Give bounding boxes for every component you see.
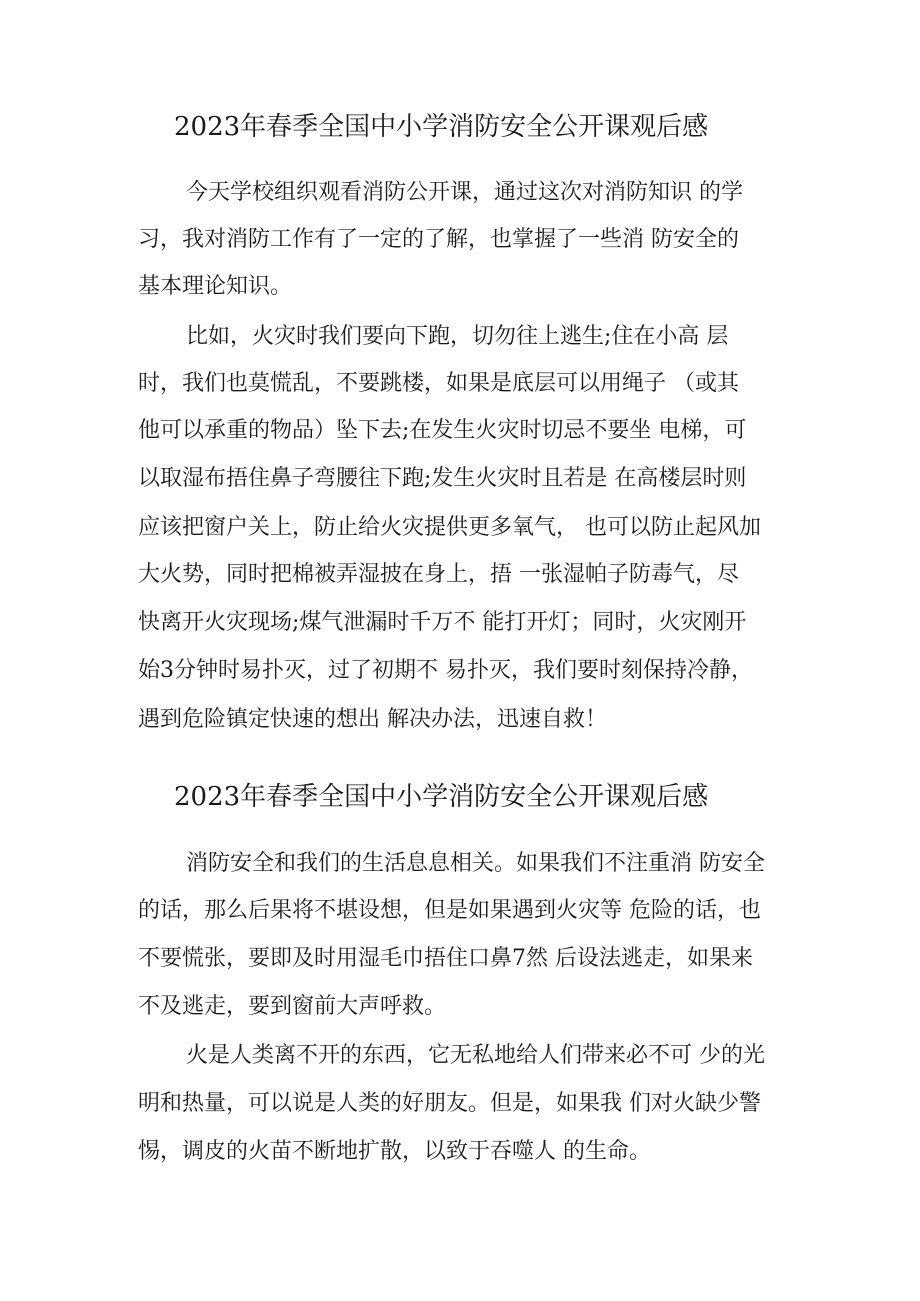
paragraph-line: 遇到危险镇定快速的想出 解决办法，迅速自救！ — [138, 707, 607, 732]
paragraph-line: 始3分钟时易扑灭，过了初期不 易扑灭，我们要时刻保持冷静， — [138, 658, 753, 683]
paragraph-line: 他可以承重的物品）坠下去;在发生火灾时切忌不要坐 电梯，可 — [138, 418, 747, 443]
paragraph-line: 不及逃走，要到窗前大声呼救。 — [138, 994, 447, 1019]
paragraph-line: 大火势，同时把棉被弄湿披在身上，捂 一张湿帕子防毒气，尽 — [138, 562, 739, 587]
paragraph-line: 习，我对消防工作有了一定的了解，也掌握了一些消 防安全的 — [138, 227, 739, 252]
paragraph-line: 时，我们也莫慌乱，不要跳楼，如果是底层可以用绳子 （或其 — [138, 371, 739, 396]
section-1-title: 2023年春季全国中小学消防安全公开课观后感 — [174, 112, 709, 142]
paragraph-line: 惕，调皮的火苗不断地扩散，以致于吞噬人 的生命。 — [138, 1139, 651, 1164]
paragraph-line: 基本理论知识。 — [138, 274, 293, 299]
paragraph-line: 的话，那么后果将不堪设想，但是如果遇到火灾等 危险的话，也 — [138, 898, 761, 923]
paragraph-line: 以取湿布捂住鼻子弯腰往下跑;发生火灾时且若是 在高楼层时则 — [138, 466, 747, 491]
paragraph-line: 消防安全和我们的生活息息相关。如果我们不注重消 防安全 — [186, 851, 765, 876]
paragraph-line: 比如，火灾时我们要向下跑，切勿往上逃生;住在小高 层 — [186, 324, 729, 349]
paragraph-line: 快离开火灾现场;煤气泄漏时千万不 能打开灯；同时，火灾刚开 — [138, 610, 747, 635]
paragraph-line: 今天学校组织观看消防公开课，通过这次对消防知识 的学 — [186, 180, 743, 205]
paragraph-line: 应该把窗户关上，防止给火灾提供更多氧气， 也可以防止起风加 — [138, 515, 761, 540]
paragraph-line: 不要慌张，要即及时用湿毛巾捂住口鼻7然 后设法逃走，如果来 — [138, 946, 753, 971]
section-2-title: 2023年春季全国中小学消防安全公开课观后感 — [174, 782, 709, 812]
paragraph-line: 火是人类离不开的东西，它无私地给人们带来必不可 少的光 — [186, 1043, 765, 1068]
paragraph-line: 明和热量，可以说是人类的好朋友。但是，如果我 们对火缺少警 — [138, 1091, 761, 1116]
